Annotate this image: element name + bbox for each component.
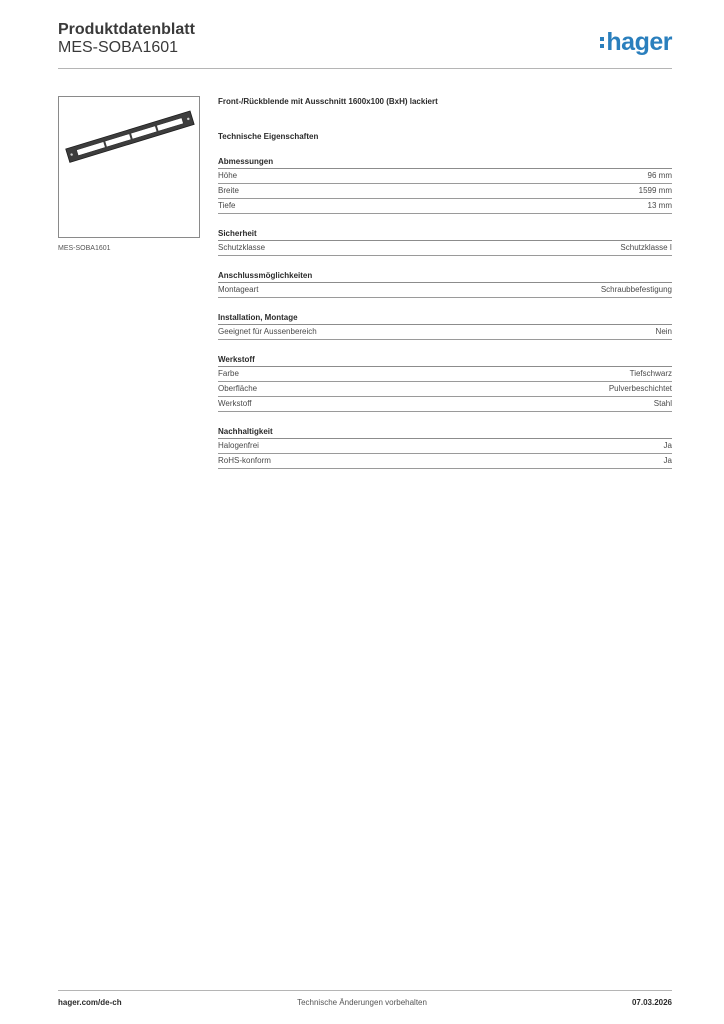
property-value: Ja xyxy=(663,456,672,465)
property-label: Tiefe xyxy=(218,201,236,210)
property-label: Oberfläche xyxy=(218,384,258,393)
property-value: Stahl xyxy=(653,399,672,408)
page-title: Produktdatenblatt xyxy=(58,21,195,38)
property-row xyxy=(218,325,672,340)
property-row xyxy=(218,397,672,412)
property-group xyxy=(218,426,672,469)
property-value: 13 mm xyxy=(647,201,672,210)
logo-mark-icon xyxy=(600,33,604,53)
group-title: Abmessungen xyxy=(218,156,672,169)
property-row xyxy=(218,184,672,199)
property-label: Montageart xyxy=(218,285,259,294)
property-groups xyxy=(218,156,672,469)
footer-divider xyxy=(58,990,672,991)
footer-date: 07.03.2026 xyxy=(631,998,672,1007)
footer-website: hager.com/de-ch xyxy=(58,998,122,1007)
property-value: Nein xyxy=(655,327,672,336)
group-title: Nachhaltigkeit xyxy=(218,426,672,439)
property-value: Schutzklasse I xyxy=(620,243,672,252)
property-row xyxy=(218,283,672,298)
footer-notice: Technische Änderungen vorbehalten xyxy=(297,998,427,1007)
product-details xyxy=(218,96,672,469)
product-image xyxy=(58,96,200,238)
property-value: Pulverbeschichtet xyxy=(608,384,672,393)
property-row xyxy=(218,439,672,454)
front-panel-illustration-icon xyxy=(59,97,199,237)
property-label: Geeignet für Aussenbereich xyxy=(218,327,317,336)
property-label: Schutzklasse xyxy=(218,243,266,252)
property-value: Ja xyxy=(663,441,672,450)
group-title: Sicherheit xyxy=(218,228,672,241)
property-label: Werkstoff xyxy=(218,399,252,408)
product-code: MES-SOBA1601 xyxy=(58,39,179,56)
property-label: RoHS-konform xyxy=(218,456,271,465)
property-group xyxy=(218,156,672,214)
property-value: 96 mm xyxy=(647,171,672,180)
property-row xyxy=(218,199,672,214)
property-row xyxy=(218,367,672,382)
property-label: Höhe xyxy=(218,171,238,180)
property-group xyxy=(218,312,672,340)
property-label: Halogenfrei xyxy=(218,441,259,450)
property-group xyxy=(218,228,672,256)
property-group xyxy=(218,270,672,298)
group-title: Werkstoff xyxy=(218,354,672,367)
header-divider xyxy=(58,68,672,69)
property-value: 1599 mm xyxy=(638,186,672,195)
image-caption: MES-SOBA1601 xyxy=(58,245,111,252)
group-title: Installation, Montage xyxy=(218,312,672,325)
property-row xyxy=(218,241,672,256)
property-value: Tiefschwarz xyxy=(629,369,672,378)
group-title: Anschlussmöglichkeiten xyxy=(218,270,672,283)
property-label: Breite xyxy=(218,186,239,195)
hager-logo xyxy=(600,28,672,57)
property-label: Farbe xyxy=(218,369,239,378)
property-row xyxy=(218,382,672,397)
property-row xyxy=(218,454,672,469)
property-row xyxy=(218,169,672,184)
property-group xyxy=(218,354,672,412)
logo-text: hager xyxy=(606,28,672,56)
product-description: Front-/Rückblende mit Ausschnitt 1600x100 (BxH) lackiert xyxy=(218,97,438,106)
section-heading: Technische Eigenschaften xyxy=(218,132,319,141)
property-value: Schraubbefestigung xyxy=(600,285,672,294)
